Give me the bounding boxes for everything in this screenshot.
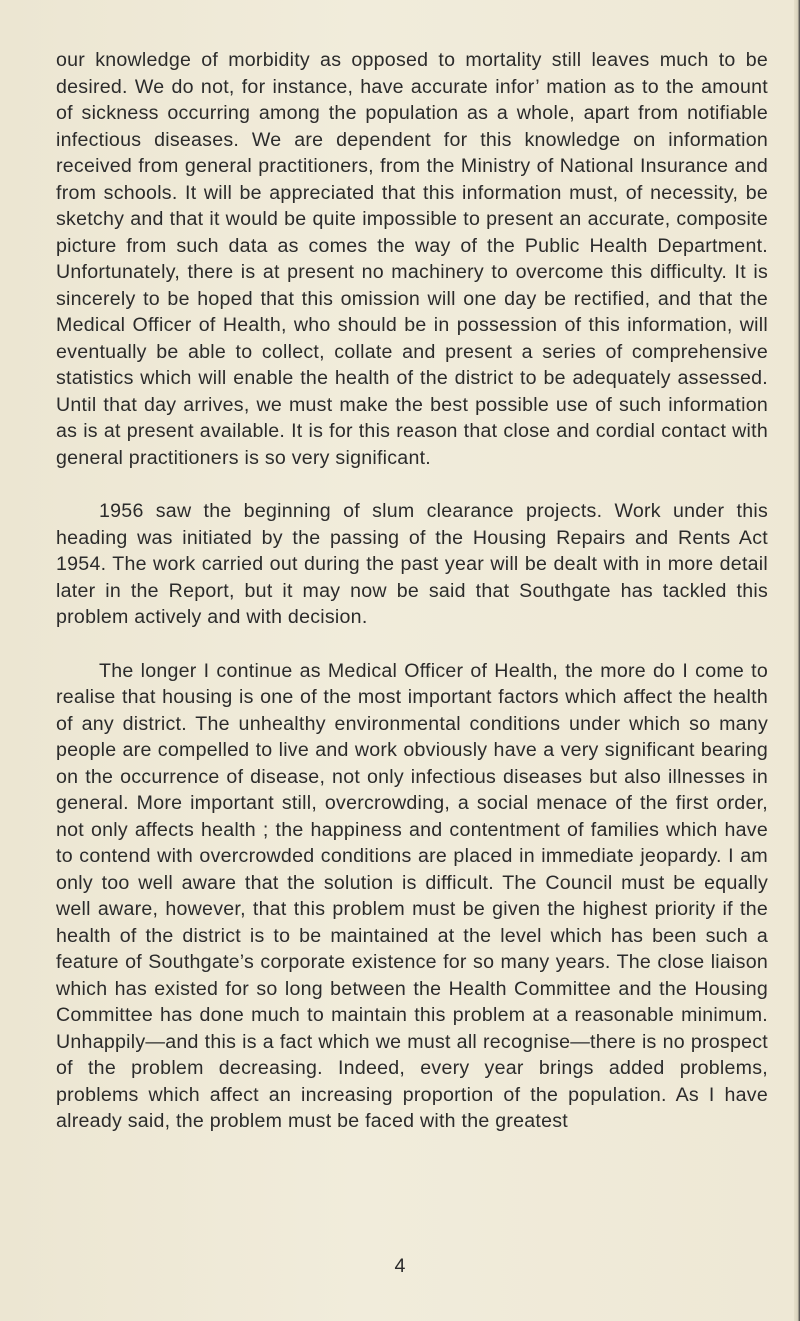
page-edge	[794, 0, 800, 1321]
paragraph-slum-clearance: 1956 saw the beginning of slum clearance projects. Work under this heading was initiated by the passing of the Housing Repairs and Rents Act 1954. The work carried out during the past year will be dealt with in more detail later in the Report, but it may now be said that Southgate has tackled this problem actively and with decision.	[56, 500, 768, 628]
body-text	[56, 47, 768, 1135]
paragraph-housing: The longer I continue as Medical Officer of Health, the more do I come to realise that housing is one of the most important factors which affect the health of any district. The unhealthy environmental conditions under which so many people are compelled to live and work obviously have a very significant bearing on the occurrence of disease, not only infectious diseases but also illnesses in general. More important still, overcrowding, a social menace of the first order, not only affects health ; the happiness and contentment of families which have to contend with overcrowded conditions are placed in immediate jeopardy. I am only too well aware that the solution is difficult. The Council must be equally well aware, however, that this problem must be given the highest priority if the health of the district is to be maintained at the level which has been such a feature of Southgate’s corporate existence for so many years. The close liaison which has existed for so long between the Health Committee and the Housing Committee has done much to maintain this problem at a reasonable minimum. Unhappily—and this is a fact which we must all recognise—there is no prospect of the problem decreasing. Indeed, every year brings added problems, problems which affect an increasing proportion of the population. As I have already said, the problem must be faced with the greatest	[56, 659, 768, 1132]
paragraph-morbidity: our knowledge of morbidity as opposed to mortality still leaves much to be desired. We do not, for instance, have accurate infor’ mation as to the amount of sickness occurring among the population as a whole, apart from notifiable infectious diseases. We are dependent for this knowledge on information received from general practitioners, from the Ministry of National Insurance and from schools. It will be appreciated that this information must, of necessity, be sketchy and that it would be quite impossible to present an accurate, composite picture from such data as comes the way of the Public Health Department. Unfortunately, there is at present no machinery to overcome this difficulty. It is sincerely to be hoped that this omission will one day be rectified, and that the Medical Officer of Health, who should be in possession of this information, will eventually be able to collect, collate and present a series of comprehensive statistics which will enable the health of the district to be adequately assessed. Until that day arrives, we must make the best possible use of such information as is at present available. It is for this reason that close and cordial contact with general practitioners is so very significant.	[56, 49, 768, 469]
page-number: 4	[394, 1255, 406, 1277]
